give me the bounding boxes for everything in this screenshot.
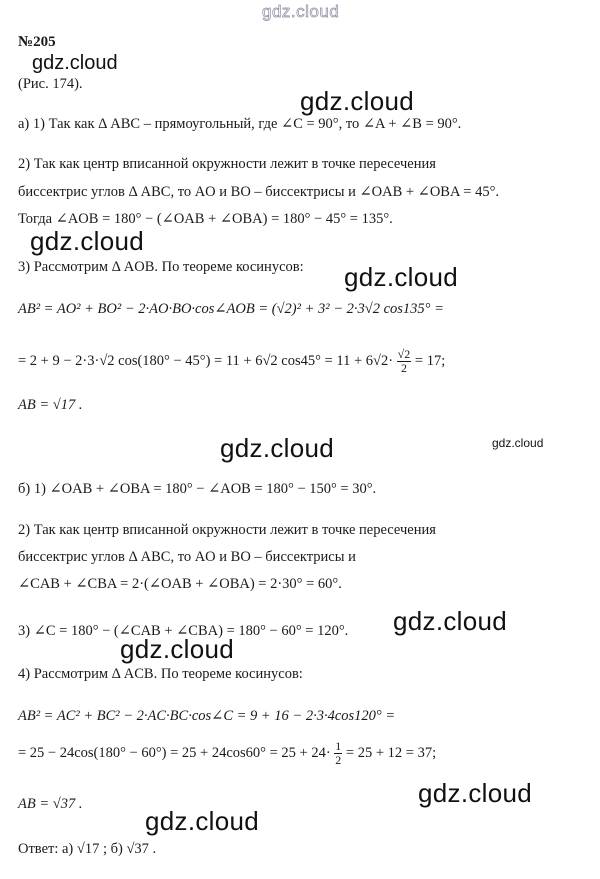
solution-line: 3) Рассмотрим Δ AOB. По теореме косинусов: bbox=[18, 259, 304, 275]
solution-line: ∠CAB + ∠CBA = 2·(∠OAB + ∠OBA) = 2·30° = 60°. bbox=[18, 576, 342, 592]
solution-line: 2) Так как центр вписанной окружности лежит в точке пересечения bbox=[18, 522, 436, 538]
watermark: gdz.cloud bbox=[344, 262, 458, 292]
solution-line: 4) Рассмотрим Δ ACB. По теореме косинусов: bbox=[18, 666, 303, 682]
solution-line: биссектрис углов Δ ABC, то AO и BO – биссектрисы и ∠OAB + ∠OBA = 45°. bbox=[18, 184, 499, 200]
answer-line: Ответ: а) √17 ; б) √37 . bbox=[18, 841, 157, 857]
fraction-denominator: 2 bbox=[400, 361, 407, 375]
watermark: gdz.cloud bbox=[30, 226, 144, 256]
watermark-top: gdz.cloud bbox=[262, 2, 340, 21]
solution-line: Тогда ∠AOB = 180° − (∠OAB + ∠OBA) = 180° − 45° = 135°. bbox=[18, 211, 393, 227]
formula-part: = 17; bbox=[414, 352, 446, 369]
fraction bbox=[397, 348, 412, 375]
watermark: gdz.cloud bbox=[393, 606, 507, 636]
formula-line: AB² = AC² + BC² − 2·AC·BC·cos∠C = 9 + 16 − 2·3·4cos120° = bbox=[18, 708, 396, 724]
result-line: AB = √17 . bbox=[18, 397, 83, 413]
result-line: AB = √37 . bbox=[18, 796, 83, 812]
formula-line: AB² = AO² + BO² − 2·AO·BO·cos∠AOB = (√2)² + 3² − 2·3√2 cos135° = bbox=[18, 301, 444, 317]
formula-line bbox=[18, 348, 445, 375]
solution-line: а) 1) Так как Δ ABC – прямоугольный, где ∠C = 90°, то ∠A + ∠B = 90°. bbox=[18, 116, 462, 132]
figure-reference: (Рис. 174). bbox=[18, 76, 83, 92]
fraction bbox=[334, 740, 342, 767]
watermark-small: gdz.cloud bbox=[492, 436, 544, 450]
watermark: gdz.cloud bbox=[32, 52, 118, 74]
watermark: gdz.cloud bbox=[300, 86, 414, 116]
fraction-numerator: 1 bbox=[335, 739, 342, 753]
formula-part: = 2 + 9 − 2·3·√2 cos(180° − 45°) = 11 + 6√2 cos45° = 11 + 6√2· bbox=[18, 352, 394, 369]
solution-line: 2) Так как центр вписанной окружности лежит в точке пересечения bbox=[18, 156, 436, 172]
formula-line bbox=[18, 740, 436, 767]
fraction-denominator: 2 bbox=[335, 753, 342, 767]
formula-part: = 25 − 24cos(180° − 60°) = 25 + 24cos60° = 25 + 24· bbox=[18, 744, 331, 761]
formula-part: = 25 + 12 = 37; bbox=[345, 744, 437, 761]
problem-number: №205 bbox=[18, 34, 56, 50]
solution-line: 3) ∠C = 180° − (∠CAB + ∠CBA) = 180° − 60° = 120°. bbox=[18, 623, 349, 639]
watermark: gdz.cloud bbox=[418, 778, 532, 808]
watermark: gdz.cloud bbox=[145, 806, 259, 836]
watermark: gdz.cloud bbox=[120, 634, 234, 664]
watermark: gdz.cloud bbox=[220, 433, 334, 463]
solution-line: биссектрис углов Δ ABC, то AO и BO – биссектрисы и bbox=[18, 549, 356, 565]
fraction-numerator: √2 bbox=[397, 347, 411, 361]
solution-line: б) 1) ∠OAB + ∠OBA = 180° − ∠AOB = 180° − 150° = 30°. bbox=[18, 481, 377, 497]
